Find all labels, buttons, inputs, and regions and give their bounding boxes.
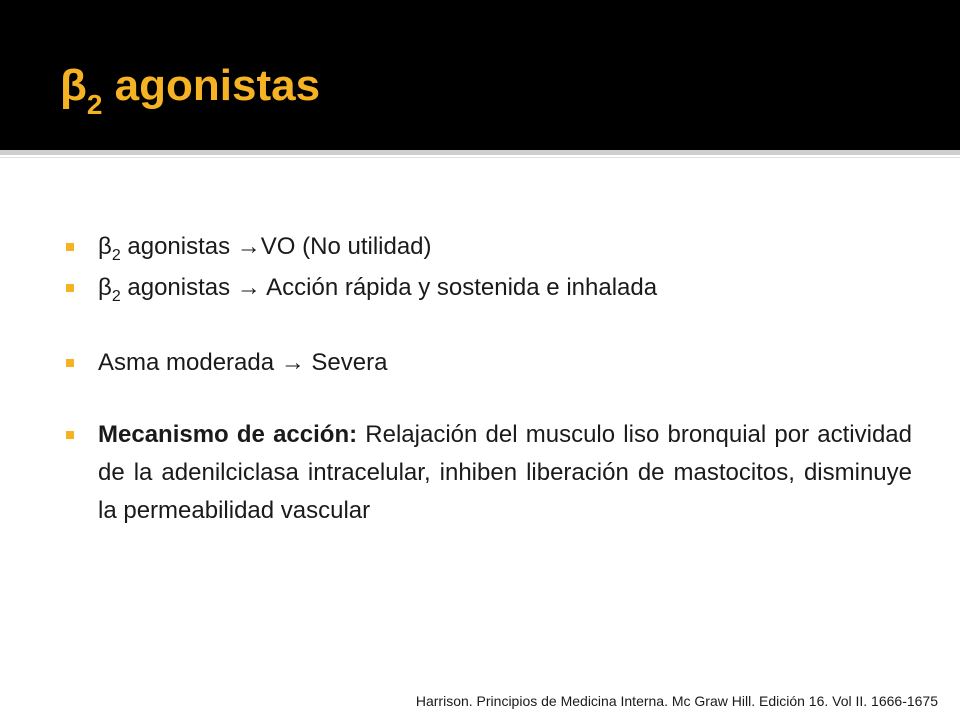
bullet-text: agonistas → Acción rápida y sostenida e inhalada <box>120 274 658 301</box>
subscript: 2 <box>111 288 121 305</box>
slide-title <box>60 58 320 119</box>
bullet-item <box>64 344 912 382</box>
header-divider <box>0 150 960 155</box>
title-subscript: 2 <box>86 89 103 120</box>
square-bullet-icon <box>66 359 74 367</box>
beta-symbol: β <box>60 61 87 110</box>
subscript: 2 <box>111 247 121 264</box>
square-bullet-icon <box>66 243 74 251</box>
bullet-item <box>64 416 912 530</box>
bullet-text: agonistas →VO (No utilidad) <box>120 233 432 260</box>
bullet-text: Relajación del musculo liso bronquial por actividad de la adenilciclasa intracelular, inhiben liberación de mastocitos, disminuye la permeabilidad vascular <box>98 421 912 524</box>
citation-footer: Harrison. Principios de Medicina Interna. Mc Graw Hill. Edición 16. Vol II. 1666-1675 <box>415 693 938 709</box>
bullet-list <box>64 228 912 530</box>
bullet-item <box>64 228 912 269</box>
square-bullet-icon <box>66 284 74 292</box>
bullet-bold-label: Mecanismo de acción: <box>98 421 358 448</box>
beta-symbol: β <box>98 274 112 301</box>
bullet-item <box>64 269 912 310</box>
bullet-text: Asma moderada → Severa <box>98 349 388 376</box>
title-bar <box>0 0 960 150</box>
title-text: agonistas <box>102 61 321 110</box>
header-divider-thin <box>0 157 960 158</box>
square-bullet-icon <box>66 431 74 439</box>
beta-symbol: β <box>98 233 112 260</box>
